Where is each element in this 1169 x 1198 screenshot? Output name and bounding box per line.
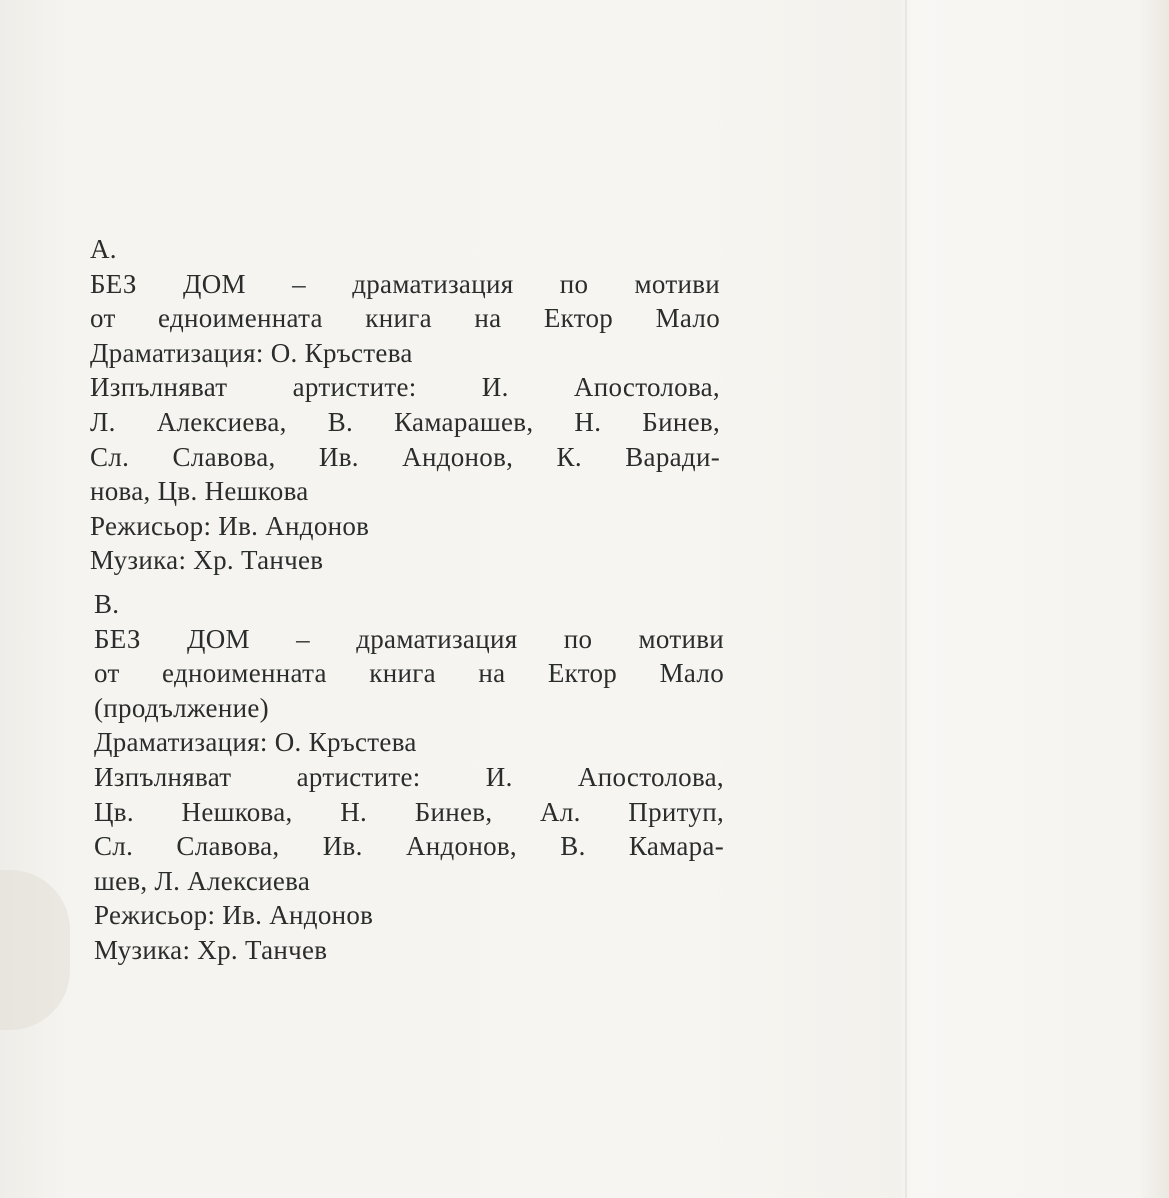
side-a-letter: А. bbox=[90, 234, 117, 264]
side-b-source-line: от едноименната книга на Ектор Мало bbox=[94, 658, 724, 689]
side-a-dramatization: Драматизация: О. Кръстева bbox=[90, 337, 413, 368]
side-b-cast-line-1: Изпълняват артистите: И. Апостолова, bbox=[94, 761, 724, 792]
side-a-director: Режисьор: Ив. Андонов bbox=[90, 510, 370, 541]
side-b-dramatization: Драматизация: О. Кръстева bbox=[94, 727, 417, 758]
side-b-continuation: (продължение) bbox=[94, 692, 269, 723]
side-a-source-line: от едноименната книга на Ектор Мало bbox=[90, 303, 720, 334]
side-a-cast-line-2: Л. Алексиева, В. Камарашев, Н. Бинев, bbox=[90, 406, 720, 437]
side-b-music: Музика: Хр. Танчев bbox=[94, 934, 328, 965]
fold-line bbox=[905, 0, 907, 1198]
side-b-cast-line-3: Сл. Славова, Ив. Андонов, В. Камара- bbox=[94, 831, 724, 862]
side-a-title-line: БЕЗ ДОМ – драматизация по мотиви bbox=[90, 268, 720, 299]
side-a-cast-line-3: Сл. Славова, Ив. Андонов, К. Варади- bbox=[90, 441, 720, 472]
side-b-director: Режисьор: Ив. Андонов bbox=[94, 900, 374, 931]
side-a-cast-line-1: Изпълняват артистите: И. Апостолова, bbox=[90, 372, 720, 403]
side-b-letter: В. bbox=[94, 589, 120, 619]
side-b-credits bbox=[94, 587, 724, 968]
paper-stain bbox=[0, 870, 70, 1030]
side-b-cast-line-2: Цв. Нешкова, Н. Бинев, Ал. Притуп, bbox=[94, 796, 724, 827]
side-b-cast-line-4: шев, Л. Алексиева bbox=[94, 865, 311, 896]
side-a-music: Музика: Хр. Танчев bbox=[90, 545, 324, 576]
side-a-cast-line-4: нова, Цв. Нешкова bbox=[90, 476, 309, 507]
side-a-credits bbox=[90, 232, 720, 578]
paper-edge bbox=[1140, 0, 1169, 1198]
side-b-title-line: БЕЗ ДОМ – драматизация по мотиви bbox=[94, 623, 724, 654]
